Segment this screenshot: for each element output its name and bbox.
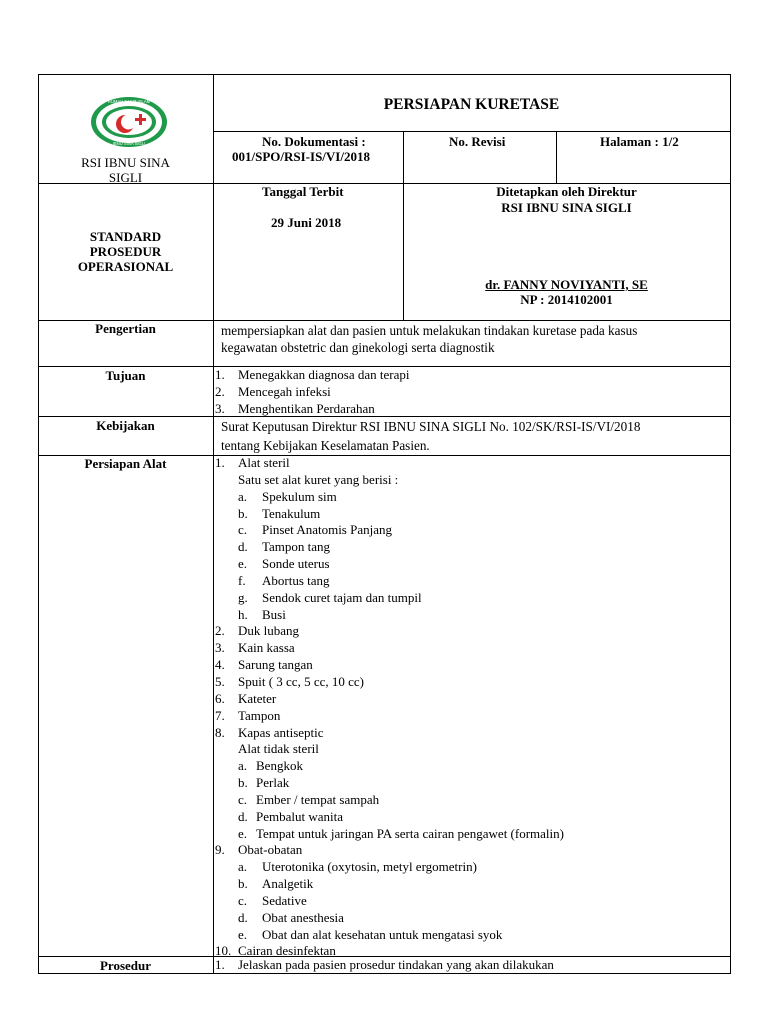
table-border-top bbox=[38, 74, 731, 75]
tanggal-terbit-label: Tanggal Terbit bbox=[262, 184, 344, 199]
section-label-persiapan-alat: Persiapan Alat bbox=[84, 456, 167, 471]
list-item-text: Mencegah infeksi bbox=[238, 383, 331, 399]
list-item-text: Alat steril bbox=[238, 455, 290, 470]
list-item-number: 3. bbox=[215, 640, 225, 656]
list-item-text: Tenakulum bbox=[262, 505, 321, 521]
list-item-number: c. bbox=[238, 791, 248, 807]
logo-text-top: RUMAH SAKIT ISLAM bbox=[107, 99, 151, 104]
list-item-number: 3. bbox=[215, 400, 225, 416]
list-item-number: 1. bbox=[215, 957, 225, 972]
list-item-text: Sarung tangan bbox=[238, 657, 313, 673]
list-item-number: 6. bbox=[215, 690, 225, 706]
header-col-divider-2 bbox=[556, 131, 557, 183]
list-item-number: 4. bbox=[215, 657, 225, 673]
list-item-text: Tampon bbox=[238, 707, 281, 723]
list-item-text: Menegakkan diagnosa dan terapi bbox=[238, 367, 410, 382]
list-item-number: 10. bbox=[215, 943, 232, 959]
hospital-name-line2: SIGLI bbox=[108, 170, 143, 185]
section-label-prosedur: Prosedur bbox=[99, 958, 152, 973]
section-label-tujuan: Tujuan bbox=[105, 368, 146, 383]
list-item-number: a. bbox=[238, 859, 248, 875]
table-border-right bbox=[730, 74, 731, 974]
list-item-text: Obat anesthesia bbox=[262, 909, 344, 925]
list-item-text: Kateter bbox=[238, 690, 277, 706]
list-item-text: Bengkok bbox=[256, 758, 303, 774]
list-item-text: Uterotonika (oxytosin, metyl ergometrin) bbox=[262, 859, 477, 875]
list-item-number: e. bbox=[238, 926, 248, 942]
hospital-logo-icon bbox=[89, 95, 169, 149]
list-item-text: Duk lubang bbox=[238, 623, 300, 639]
no-revisi-label: No. Revisi bbox=[449, 134, 506, 149]
halaman-label: Halaman : 1/2 bbox=[600, 134, 679, 149]
list-item-text: Pinset Anatomis Panjang bbox=[262, 522, 392, 538]
list-item-text: Abortus tang bbox=[262, 572, 330, 588]
logo-text-bottom: IBNU SINA SIGLI bbox=[112, 141, 146, 146]
list-item-text: Sedative bbox=[262, 892, 307, 908]
list-item-text: Kain kassa bbox=[238, 640, 295, 656]
pengertian-line: kegawatan obstetric dan ginekologi serta diagnostik bbox=[221, 340, 495, 355]
list-item-number: b. bbox=[238, 876, 248, 892]
sop-line1: STANDARD bbox=[89, 229, 162, 244]
list-item-number: 1. bbox=[215, 367, 225, 382]
list-item-number: e. bbox=[238, 825, 248, 841]
sop-line3: OPERASIONAL bbox=[77, 259, 174, 274]
list-item-text: Perlak bbox=[256, 775, 290, 791]
pengertian-line: mempersiapkan alat dan pasien untuk melakukan tindakan kuretase pada kasus bbox=[221, 323, 638, 338]
table-border-left bbox=[38, 74, 39, 974]
no-dokumen-value: 001/SPO/RSI-IS/VI/2018 bbox=[232, 149, 370, 164]
list-item-text: Tampon tang bbox=[262, 539, 331, 555]
list-item-number: a. bbox=[238, 488, 248, 504]
director-name: dr. FANNY NOVIYANTI, SE bbox=[485, 277, 648, 292]
no-dokumen-label: No. Dokumentasi : bbox=[262, 134, 366, 149]
list-item-number: 9. bbox=[215, 842, 225, 858]
list-item-number: 7. bbox=[215, 707, 225, 723]
list-item-number: c. bbox=[238, 892, 248, 908]
list-item-text: Alat tidak steril bbox=[238, 741, 319, 757]
list-item-number: 2. bbox=[215, 383, 225, 399]
list-item-text: Spuit ( 3 cc, 5 cc, 10 cc) bbox=[238, 673, 364, 689]
hospital-name-line1: RSI IBNU SINA bbox=[81, 155, 170, 170]
list-item-text: Sonde uterus bbox=[262, 556, 330, 572]
list-item-text: Menghentikan Perdarahan bbox=[238, 400, 375, 416]
list-item-text: Analgetik bbox=[262, 876, 314, 892]
list-item-number: 8. bbox=[215, 724, 225, 740]
document-title: PERSIAPAN KURETASE bbox=[383, 96, 560, 113]
list-item-number: 1. bbox=[215, 455, 225, 470]
list-item-text: Sendok curet tajam dan tumpil bbox=[262, 589, 422, 605]
tanggal-terbit-value: 29 Juni 2018 bbox=[271, 215, 342, 230]
list-item-text: Cairan desinfektan bbox=[238, 943, 336, 959]
list-item-text: Kapas antiseptic bbox=[238, 724, 324, 740]
list-item-text: Ember / tempat sampah bbox=[256, 791, 380, 807]
list-item-number: b. bbox=[238, 775, 248, 791]
list-item-number: c. bbox=[238, 522, 248, 538]
list-item-text: Obat dan alat kesehatan untuk mengatasi syok bbox=[262, 926, 503, 942]
list-item-number: d. bbox=[238, 539, 248, 555]
body-divider-vertical bbox=[213, 320, 214, 973]
section-label-kebijakan: Kebijakan bbox=[96, 418, 155, 433]
list-item-number: g. bbox=[238, 589, 248, 605]
ditetapkan-line2: RSI IBNU SINA SIGLI bbox=[501, 200, 632, 215]
list-item-number: 5. bbox=[215, 673, 225, 689]
list-item-text: Pembalut wanita bbox=[256, 808, 344, 824]
list-item-text: Tempat untuk jaringan PA serta cairan pengawet (formalin) bbox=[256, 825, 564, 841]
list-item-number: b. bbox=[238, 505, 248, 521]
list-item-text: Busi bbox=[262, 606, 286, 622]
list-item-text: Jelaskan pada pasien prosedur tindakan yang akan dilakukan bbox=[238, 957, 554, 972]
list-item-number: d. bbox=[238, 909, 248, 925]
kebijakan-line: Surat Keputusan Direktur RSI IBNU SINA SIGLI No. 102/SK/RSI-IS/VI/2018 bbox=[221, 419, 641, 434]
director-np: NP : 2014102001 bbox=[520, 292, 613, 307]
list-item-number: e. bbox=[238, 556, 248, 572]
list-item-number: h. bbox=[238, 606, 248, 622]
sop-line2: PROSEDUR bbox=[89, 244, 162, 259]
ditetapkan-line1: Ditetapkan oleh Direktur bbox=[496, 184, 637, 199]
list-item-text: Obat-obatan bbox=[238, 842, 303, 858]
kebijakan-line: tentang Kebijakan Keselamatan Pasien. bbox=[221, 438, 430, 453]
section-label-pengertian: Pengertian bbox=[95, 321, 156, 336]
list-item-text: Spekulum sim bbox=[262, 488, 337, 504]
list-item-number: 2. bbox=[215, 623, 225, 639]
title-row-bottom bbox=[213, 131, 730, 132]
list-item-number: d. bbox=[238, 808, 248, 824]
list-item-text: Satu set alat kuret yang berisi : bbox=[238, 471, 399, 487]
list-item-number: a. bbox=[238, 758, 248, 774]
list-item-number: f. bbox=[238, 572, 246, 588]
